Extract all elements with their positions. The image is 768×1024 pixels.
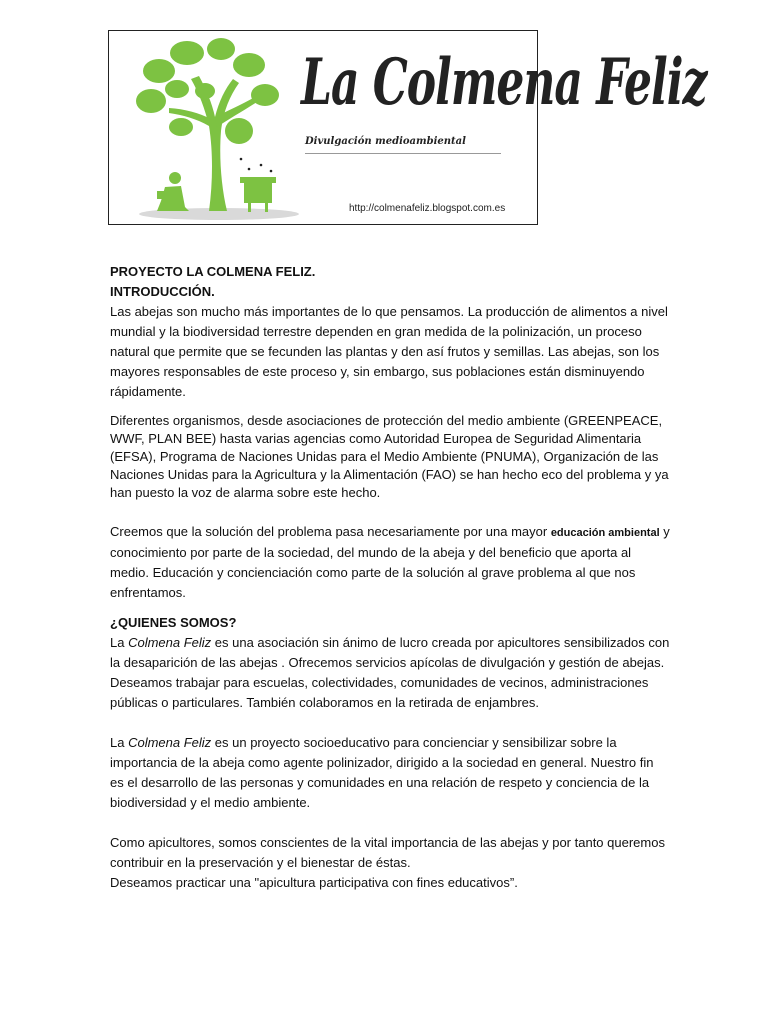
project-paragraph — [110, 733, 670, 813]
text-run: y conocimiento por parte de la sociedad, del mundo de la abeja y del beneficio que aporta al medio. Educación y concienciación como parte de la solución al grave problema al que nos enfrentamos. — [110, 524, 670, 600]
bee-icon — [270, 170, 273, 173]
emphasis-text: educación ambiental — [550, 527, 660, 539]
leaf — [143, 59, 175, 83]
who-paragraph — [110, 633, 670, 713]
beekeepers-paragraph: Como apicultores, somos conscientes de la vital importancia de las abejas y por tanto queremos contribuir en la preservación y el bienestar de éstas. — [110, 835, 665, 870]
document-body — [110, 262, 670, 893]
brand-tagline: Divulgación medioambiental — [305, 136, 466, 147]
emphasis-text: Colmena Feliz — [128, 635, 212, 650]
intro-paragraph: Las abejas son mucho más importantes de lo que pensamos. La producción de alimentos a nivel mundial y la biodiversidad terrestre dependen en gran medida de la polinización, un proceso natural que permite que se fecunden las plantas y den así frutos y semillas. Las abejas, son los mayores responsables de este proceso y, sin embargo, sus poblaciones están disminuyendo rápidamente. — [110, 304, 668, 399]
leaf — [165, 80, 189, 98]
organizations-paragraph: Diferentes organismos, desde asociaciones de protección del medio ambiente (GREENPEACE, WWF, PLAN BEE) hasta varias agencias como Autoridad Europea de Seguridad Alimentaria (EFSA), Programa de Naciones Unidas para el Medio Ambiente (PNUMA), Organización de las Naciones Unidas para la Agricultura y la Alimentación (FAO) se han hecho eco del problema y ya han puesto la voz de alarma sobre este hecho. — [110, 413, 669, 500]
who-heading: ¿QUIENES SOMOS? — [110, 615, 237, 630]
bee-icon — [248, 168, 251, 171]
beehive-roof — [240, 177, 276, 183]
document-title: PROYECTO LA COLMENA FELIZ. — [110, 264, 316, 279]
leaf — [136, 89, 166, 113]
beehive-icon — [244, 181, 272, 203]
leaf — [207, 38, 235, 60]
bee-icon — [240, 158, 243, 161]
leaf — [225, 118, 253, 144]
leaf — [233, 53, 265, 77]
logo-banner — [108, 30, 707, 225]
intro-heading: INTRODUCCIÓN. — [110, 284, 215, 299]
closing-line: Deseamos practicar una "apicultura participativa con fines educativos”. — [110, 875, 518, 890]
bee-icon — [260, 164, 263, 167]
tagline-rule — [305, 153, 501, 154]
text-run: Creemos que la solución del problema pasa necesariamente por una mayor — [110, 524, 551, 539]
text-run: es un proyecto socioeducativo para concienciar y sensibilizar sobre la importancia de la abeja como agente polinizador, dirigido a la sociedad en general. Nuestro fin es el desarrollo de las personas y comunidades en una relación de respeto y conciencia de la biodiversidad y el medio ambiente. — [110, 735, 654, 810]
text-run: La — [110, 735, 129, 750]
solution-paragraph — [110, 522, 670, 603]
text-run: La — [110, 635, 129, 650]
leaf — [195, 83, 215, 99]
leaf — [251, 84, 279, 106]
leaf — [169, 118, 193, 136]
text-run: es una asociación sin ánimo de lucro creada por apicultores sensibilizados con la desaparición de las abejas . Ofrecemos servicios apícolas de divulgación y gestión de abejas. Deseamos trabajar para escuelas, colectividades, comunidades de vecinos, administraciones públicas o particulares. También colaboramos en la retirada de enjambres. — [110, 635, 670, 710]
blog-url: http://colmenafeliz.blogspot.com.es — [349, 203, 506, 214]
leaf — [170, 41, 204, 65]
book-icon — [157, 191, 167, 199]
child-head — [169, 172, 181, 184]
brand-logo-text: La Colmena Feliz — [301, 46, 707, 121]
emphasis-text: Colmena Feliz — [128, 735, 212, 750]
